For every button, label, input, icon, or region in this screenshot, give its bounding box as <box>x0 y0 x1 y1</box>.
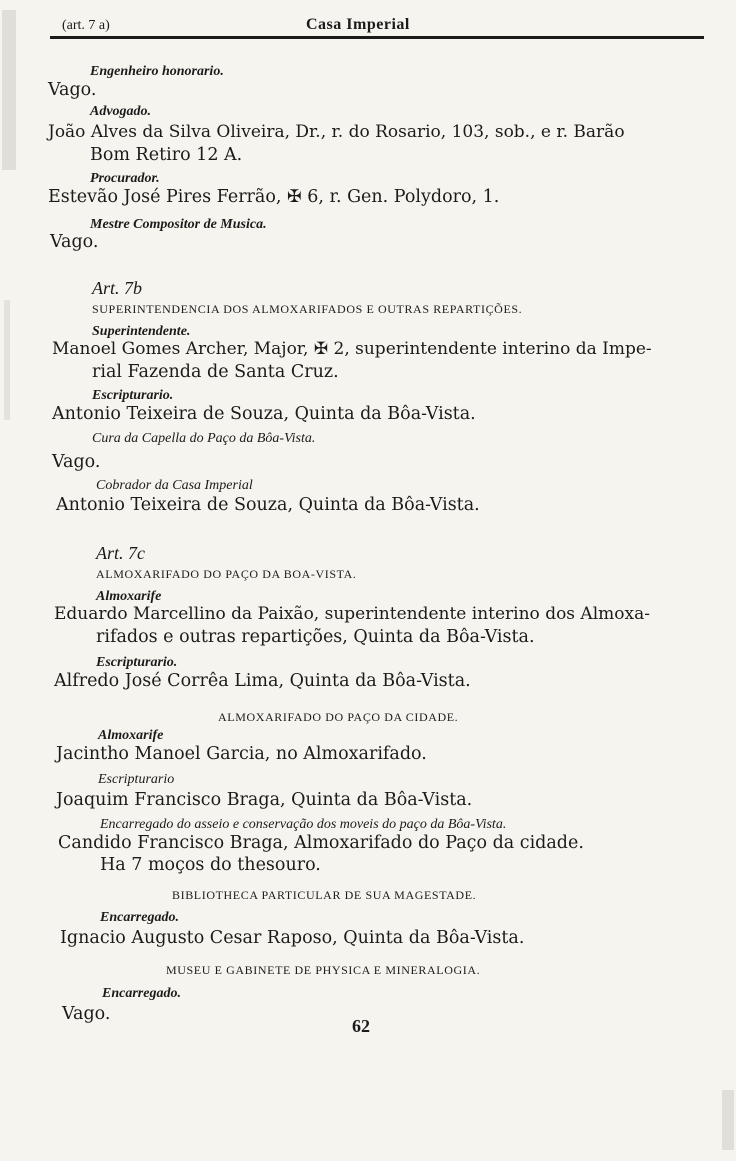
article-heading: SUPERINTENDENCIA DOS ALMOXARIFADOS E OUTRAS REPARTIÇÕES. <box>92 302 523 316</box>
section-title: Encarregado. <box>102 986 181 1001</box>
article-label: Art. 7c <box>96 543 145 563</box>
entry-text: rifados e outras repartições, Quinta da Bôa-Vista. <box>96 627 535 647</box>
entry-text: Alfredo José Corrêa Lima, Quinta da Bôa-Vista. <box>54 671 471 691</box>
section-title: Escripturario. <box>92 388 174 403</box>
article-heading: MUSEU E GABINETE DE PHYSICA E MINERALOGIA. <box>166 963 481 977</box>
scan-noise <box>2 10 16 170</box>
section-title: Encarregado. <box>100 910 179 925</box>
entry-text: Vago. <box>48 80 97 100</box>
article-heading: ALMOXARIFADO DO PAÇO DA BOA-VISTA. <box>96 567 357 581</box>
entry-text: Vago. <box>62 1004 111 1024</box>
section-title: Superintendente. <box>92 324 191 339</box>
section-title: Cura da Capella do Paço da Bôa-Vista. <box>92 431 316 446</box>
page-header <box>50 14 704 38</box>
section-title: Advogado. <box>90 104 152 119</box>
section-title: Mestre Compositor de Musica. <box>90 217 267 232</box>
entry-text: Antonio Teixeira de Souza, Quinta da Bôa-Vista. <box>56 495 480 515</box>
entry-text: Vago. <box>50 232 99 252</box>
entry-text: Joaquim Francisco Braga, Quinta da Bôa-Vista. <box>56 790 473 810</box>
section-title: Cobrador da Casa Imperial <box>96 478 253 493</box>
section-title: Almoxarife <box>96 589 162 604</box>
entry-text: Bom Retiro 12 A. <box>90 145 243 165</box>
header-title: Casa Imperial <box>306 16 410 33</box>
entry-text: Ignacio Augusto Cesar Raposo, Quinta da Bôa-Vista. <box>60 928 525 948</box>
entry-text: Manoel Gomes Archer, Major, ✠ 2, superintendente interino da Impe- <box>52 339 652 359</box>
entry-text: Ha 7 moços do thesouro. <box>100 855 321 875</box>
section-title: Encarregado do asseio e conservação dos moveis do paço da Bôa-Vista. <box>100 817 507 832</box>
entry-text: Candido Francisco Braga, Almoxarifado do Paço da cidade. <box>58 833 584 853</box>
section-title: Escripturario <box>98 772 175 787</box>
entry-text: Vago. <box>52 452 101 472</box>
section-title: Procurador. <box>90 171 160 186</box>
page-number: 62 <box>352 1016 370 1036</box>
entry-text: João Alves da Silva Oliveira, Dr., r. do Rosario, 103, sob., e r. Barão <box>48 122 625 142</box>
entry-text: rial Fazenda de Santa Cruz. <box>92 362 339 382</box>
entry-text: Estevão José Pires Ferrão, ✠ 6, r. Gen. Polydoro, 1. <box>48 187 500 207</box>
entry-text: Eduardo Marcellino da Paixão, superintendente interino dos Almoxa- <box>54 604 650 624</box>
article-heading: ALMOXARIFADO DO PAÇO DA CIDADE. <box>218 710 459 724</box>
article-label: Art. 7b <box>92 278 143 298</box>
scan-noise <box>4 300 10 420</box>
article-heading: BIBLIOTHECA PARTICULAR DE SUA MAGESTADE. <box>172 888 477 902</box>
section-title: Engenheiro honorario. <box>90 64 224 79</box>
header-rule <box>50 36 704 39</box>
scan-noise <box>722 1090 734 1150</box>
header-article-ref: (art. 7 a) <box>62 18 110 33</box>
section-title: Escripturario. <box>96 655 178 670</box>
section-title: Almoxarife <box>98 728 164 743</box>
entry-text: Jacintho Manoel Garcia, no Almoxarifado. <box>56 744 427 764</box>
entry-text: Antonio Teixeira de Souza, Quinta da Bôa-Vista. <box>52 404 476 424</box>
